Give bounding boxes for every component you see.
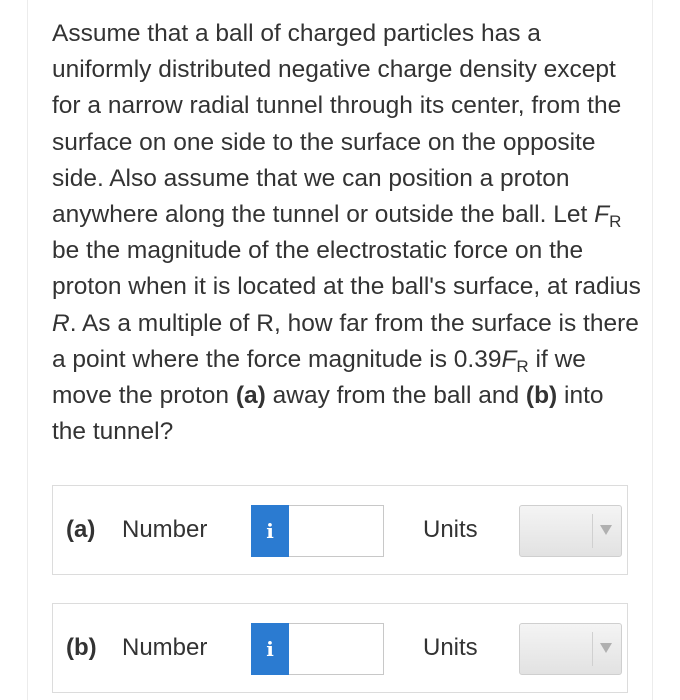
- answer-row-a: [52, 485, 628, 575]
- number-label-b: Number: [122, 634, 208, 661]
- part-label-a: (a): [66, 516, 96, 543]
- answer-row-b: [52, 603, 628, 693]
- select-divider: [592, 514, 593, 548]
- part-label-b: (b): [66, 634, 97, 661]
- number-input-a[interactable]: [289, 505, 384, 557]
- question-text: Assume that a ball of charged particles has a uniformly distributed negative charge density except for a narrow radial tunnel through its center, from the surface on one side to the surface on the opposite side. Also assume that we can position a proton anywhere along the tunnel or outside the ball. Let $F_R$ be the magnitude of the electrostatic force on the proton when it is located at the ball's surface, at radius R. As a multiple of R, how far from the surface is there a point where the force magnitude is $0.39F_R$ if we move the proton (a) away from the ball and (b) into the tunnel?: [52, 20, 641, 446]
- number-input-b[interactable]: [289, 623, 384, 675]
- select-divider: [592, 632, 593, 666]
- info-icon[interactable]: i: [251, 505, 289, 557]
- info-icon[interactable]: i: [251, 623, 289, 675]
- chevron-down-icon: [600, 643, 612, 653]
- units-label-a: Units: [423, 516, 478, 543]
- chevron-down-icon: [600, 525, 612, 535]
- units-label-b: Units: [423, 634, 478, 661]
- number-label-a: Number: [122, 516, 208, 543]
- units-select-b[interactable]: [519, 623, 622, 675]
- units-select-a[interactable]: [519, 505, 622, 557]
